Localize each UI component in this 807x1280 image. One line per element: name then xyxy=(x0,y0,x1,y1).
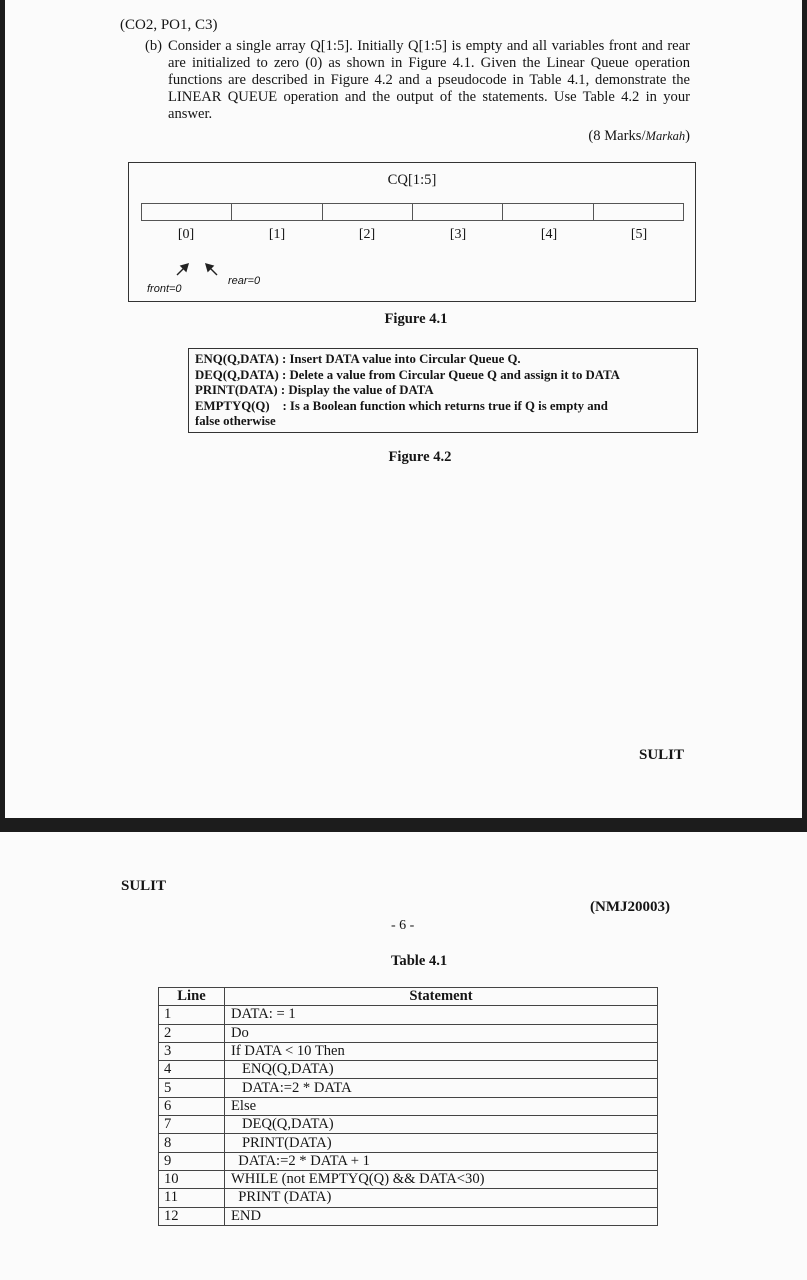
line-number: 3 xyxy=(159,1042,225,1060)
line-number: 9 xyxy=(159,1152,225,1170)
table-title: Table 4.1 xyxy=(391,953,448,969)
statement: WHILE (not EMPTYQ(Q) && DATA<30) xyxy=(225,1170,658,1188)
statement: END xyxy=(225,1207,658,1225)
line-number: 8 xyxy=(159,1134,225,1152)
statement: PRINT(DATA) xyxy=(225,1134,658,1152)
array-title: CQ[1:5] xyxy=(387,172,437,188)
column-header-line: Line xyxy=(159,988,225,1006)
index-label: [5] xyxy=(630,227,648,242)
function-desc: : Display the value of DATA xyxy=(280,383,434,397)
table-row xyxy=(159,1006,658,1024)
marks-malay: Markah xyxy=(645,129,686,143)
question-label: (b) xyxy=(145,38,163,54)
statement: DATA:=2 * DATA + 1 xyxy=(225,1152,658,1170)
line-number: 10 xyxy=(159,1170,225,1188)
marks-text: (8 Marks/ xyxy=(588,128,646,144)
figure-4-2 xyxy=(188,348,698,433)
table-row xyxy=(159,1061,658,1079)
definition-row xyxy=(195,352,691,368)
table-row xyxy=(159,1097,658,1115)
line-number: 12 xyxy=(159,1207,225,1225)
table-header-row xyxy=(159,988,658,1006)
line-number: 7 xyxy=(159,1116,225,1134)
page-number: - 6 - xyxy=(391,918,415,933)
table-row xyxy=(159,1024,658,1042)
statement: Else xyxy=(225,1097,658,1115)
array-cell xyxy=(503,204,593,220)
exam-page-bottom xyxy=(0,832,807,1280)
table-row xyxy=(159,1152,658,1170)
table-row xyxy=(159,1170,658,1188)
line-number: 6 xyxy=(159,1097,225,1115)
pointer-arrows xyxy=(169,259,229,279)
column-header-statement: Statement xyxy=(225,988,658,1006)
function-desc: : Delete a value from Circular Queue Q and assign it to DATA xyxy=(281,367,620,382)
question-text: Consider a single array Q[1:5]. Initially Q[1:5] is empty and all variables front and rear are initialized to zero (0) as shown in Figure 4.1. Given the Linear Queue operation functions are described in Figure 4.2 and a pseudocode in Table 4.1, demonstrate the LINEAR QUEUE operation and the output of the statements. Use Table 4.2 in your answer. xyxy=(168,38,690,122)
statement: ENQ(Q,DATA) xyxy=(225,1061,658,1079)
index-label: [3] xyxy=(449,227,467,242)
rear-pointer-label: rear=0 xyxy=(228,275,261,287)
table-row xyxy=(159,1189,658,1207)
statement: DATA: = 1 xyxy=(225,1006,658,1024)
line-number: 2 xyxy=(159,1024,225,1042)
function-name: ENQ(Q,DATA) xyxy=(195,352,279,366)
index-label: [2] xyxy=(358,227,376,242)
course-code: (NMJ20003) xyxy=(590,899,670,915)
index-label: [1] xyxy=(268,227,286,242)
statement: PRINT (DATA) xyxy=(225,1189,658,1207)
sulit-header: SULIT xyxy=(121,878,167,894)
line-number: 11 xyxy=(159,1189,225,1207)
statement: DEQ(Q,DATA) xyxy=(225,1116,658,1134)
table-row xyxy=(159,1207,658,1225)
array-cell xyxy=(142,204,232,220)
definition-row xyxy=(195,399,691,415)
index-label: [0] xyxy=(177,227,195,242)
definition-row xyxy=(195,368,691,384)
pseudocode-table xyxy=(158,987,658,1226)
array-cell xyxy=(413,204,503,220)
marks-label xyxy=(588,128,690,145)
line-number: 4 xyxy=(159,1061,225,1079)
definition-row xyxy=(195,383,691,399)
array-cell xyxy=(232,204,322,220)
function-name: DEQ(Q,DATA) xyxy=(195,367,279,382)
sulit-footer: SULIT xyxy=(639,747,685,763)
array-cell xyxy=(323,204,413,220)
table-row xyxy=(159,1134,658,1152)
function-desc: : Insert DATA value into Circular Queue Q. xyxy=(281,352,521,366)
figure-4-2-caption: Figure 4.2 xyxy=(388,449,452,465)
definition-continuation: false otherwise xyxy=(195,414,276,428)
function-name: PRINT(DATA) xyxy=(195,383,278,397)
marks-close: ) xyxy=(685,128,690,144)
function-desc: : Is a Boolean function which returns true if Q is empty and xyxy=(282,398,608,413)
array-cell xyxy=(594,204,683,220)
exam-page-top xyxy=(5,0,802,818)
index-label: [4] xyxy=(540,227,558,242)
table-row xyxy=(159,1042,658,1060)
line-number: 5 xyxy=(159,1079,225,1097)
outcome-code: (CO2, PO1, C3) xyxy=(120,17,218,33)
statement: DATA:=2 * DATA xyxy=(225,1079,658,1097)
question-block xyxy=(145,38,690,128)
table-row xyxy=(159,1079,658,1097)
statement: If DATA < 10 Then xyxy=(225,1042,658,1060)
line-number: 1 xyxy=(159,1006,225,1024)
figure-4-1-caption: Figure 4.1 xyxy=(384,311,448,327)
function-name: EMPTYQ(Q) xyxy=(195,398,270,413)
table-row xyxy=(159,1116,658,1134)
array-cells xyxy=(141,203,684,221)
front-pointer-label: front=0 xyxy=(147,283,182,295)
statement: Do xyxy=(225,1024,658,1042)
figure-4-1 xyxy=(128,162,696,302)
